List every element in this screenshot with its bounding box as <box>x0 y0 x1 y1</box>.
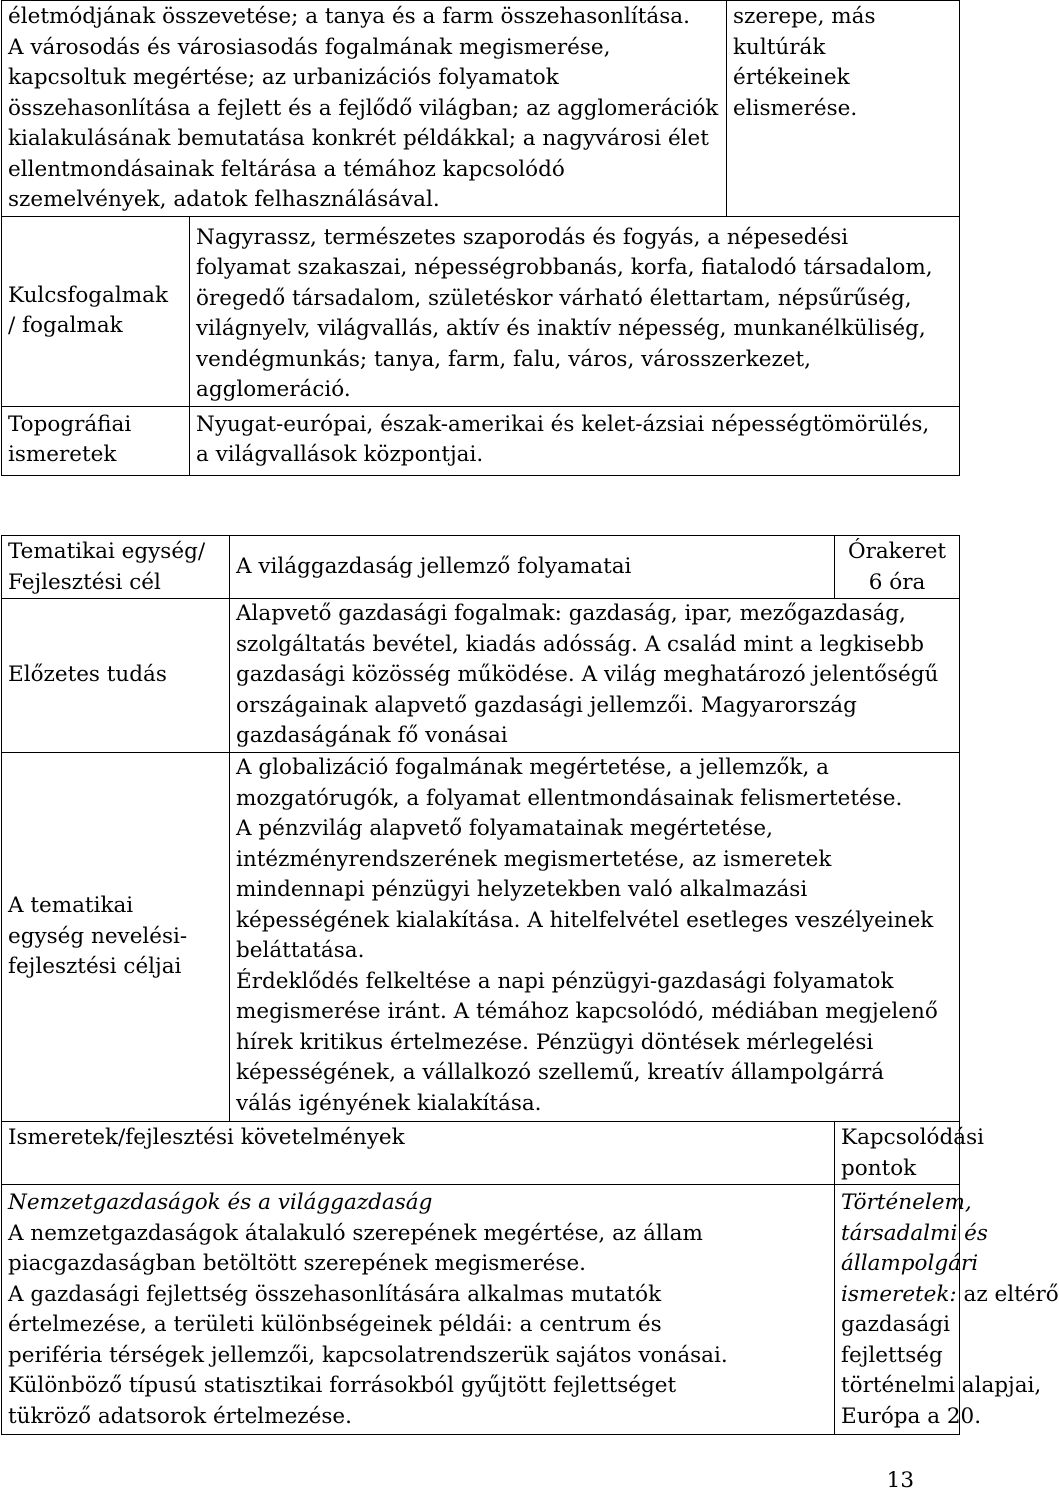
text-line: szemelvények, adatok felhasználásával. <box>8 187 440 212</box>
text-line: Nagyrassz, természetes szaporodás és fogyás, a népesedési <box>196 224 849 250</box>
text-line: A városodás és városiasodás fogalmának megismerése, <box>8 34 611 60</box>
text-line: intézményrendszerének megismertetése, az ismeretek <box>236 846 832 872</box>
text-line: kultúrák <box>733 34 826 60</box>
goals-label-cell <box>2 753 230 1122</box>
text-line: válás igényének kialakítása. <box>236 1090 542 1116</box>
text-line: periféria térségek jellemzői, kapcsolatrendszerük sajátos vonásai. <box>8 1342 728 1368</box>
text-line: szolgáltatás bevétel, kiadás adósság. A család mint a legkisebb <box>236 631 925 657</box>
requirements-header: Ismeretek/fejlesztési követelmények <box>8 1125 405 1150</box>
goals-label: fejlesztési céljai <box>8 954 182 980</box>
prior-knowledge-label: Előzetes tudás <box>8 662 167 688</box>
keywords-cell <box>190 216 960 406</box>
text-line: elismerése. <box>733 95 858 121</box>
goals-label: A tematikai <box>8 893 134 919</box>
page-number: 13 <box>886 1468 914 1493</box>
topography-cell <box>190 406 960 475</box>
topography-label-cell <box>2 406 190 475</box>
requirements-subtitle: Nemzetgazdaságok és a világgazdaság <box>8 1190 433 1215</box>
hours-value: 6 óra <box>868 569 926 595</box>
keywords-label: / fogalmak <box>8 313 123 338</box>
text-line: vendégmunkás; tanya, farm, falu, város, városszerkezet, <box>196 346 811 372</box>
text-line: A pénzvilág alapvető folyamatainak megértetése, <box>236 816 773 841</box>
unit-title-cell <box>230 536 835 599</box>
unit-label: Fejlesztési cél <box>8 569 161 595</box>
text-line: folyamat szakaszai, népességrobbanás, korfa, fiatalodó társadalom, <box>196 255 933 280</box>
text-line: öregedő társadalom, születéskor várható élettartam, népsűrűség, <box>196 285 912 311</box>
text-line <box>841 1280 1059 1311</box>
unit-label: Tematikai egység/ <box>8 539 206 564</box>
text-line: összehasonlítása a fejlett és a fejlődő világban; az agglomerációk <box>8 95 719 121</box>
text-line: a világvallások központjai. <box>196 442 484 467</box>
culture-text-cell <box>727 1 960 217</box>
text-line: állampolgári <box>841 1251 979 1276</box>
hours-cell <box>835 536 960 599</box>
subject-name: ismeretek: <box>841 1281 957 1307</box>
links-header: pontok <box>841 1155 917 1181</box>
text-line: mindennapi pénzügyi helyzetekben való alkalmazási <box>236 877 808 902</box>
text-line: Különböző típusú statisztikai forrásokból gyűjtött fejlettséget <box>8 1373 677 1398</box>
text-fragment: az eltérő <box>956 1281 1059 1307</box>
text-line: gazdasági közösség működése. A világ meghatározó jelentőségű <box>236 662 939 687</box>
text-line: A gazdasági fejlettség összehasonlítására alkalmas mutatók <box>8 1281 662 1307</box>
text-line: világnyelv, világvallás, aktív és inaktív népesség, munkanélküliség, <box>196 316 926 341</box>
text-line: kapcsoltuk megértése; az urbanizációs folyamatok <box>8 65 559 90</box>
hours-label: Órakeret <box>847 539 947 564</box>
text-line: képességének kialakítása. A hitelfelvétel esetleges veszélyeinek <box>236 907 934 933</box>
topography-label: ismeretek <box>8 442 117 467</box>
goals-label: egység nevelési- <box>8 923 188 949</box>
prior-knowledge-label-cell <box>2 599 230 753</box>
topic-table-1 <box>1 0 960 476</box>
text-line: Alapvető gazdasági fogalmak: gazdaság, ipar, mezőgazdaság, <box>236 601 906 626</box>
text-line: ellentmondásainak feltárása a témához kapcsolódó <box>8 156 565 182</box>
text-line: mozgatórugók, a folyamat ellentmondásainak felismertetése. <box>236 785 903 811</box>
topography-label: Topográfiai <box>8 411 132 437</box>
text-line: tükröző adatsorok értelmezése. <box>8 1403 352 1429</box>
requirements-header-cell <box>2 1122 835 1185</box>
links-header-cell <box>835 1122 984 1185</box>
unit-label-cell <box>2 536 230 599</box>
text-line: életmódjának összevetése; a tanya és a farm összehasonlítása. <box>8 4 690 29</box>
text-line: hírek kritikus értelmezése. Pénzügyi döntések mérlegelési <box>236 1029 874 1055</box>
text-line: Európa a 20. <box>841 1403 982 1429</box>
text-line: megismerése iránt. A témához kapcsolódó, médiában megjelenő <box>236 999 938 1024</box>
text-line: gazdaságának fő vonásai <box>236 723 508 748</box>
keywords-label: Kulcsfogalmak <box>8 282 168 308</box>
text-line: kialakulásának bemutatása konkrét példákkal; a nagyvárosi élet <box>8 126 709 151</box>
text-line: képességének, a vállalkozó szellemű, kreatív állampolgárrá <box>236 1060 885 1085</box>
text-line: fejlettség <box>841 1342 943 1368</box>
text-line: szerepe, más <box>733 4 876 29</box>
urbanization-text-cell <box>2 1 727 217</box>
text-line: beláttatása. <box>236 938 365 963</box>
text-line: Történelem, <box>841 1190 972 1215</box>
unit-title: A világgazdaság jellemző folyamatai <box>236 553 632 579</box>
requirements-cell <box>2 1185 835 1435</box>
text-line: országainak alapvető gazdasági jellemzői. Magyarország <box>236 692 857 718</box>
text-line: Nyugat-európai, észak-amerikai és kelet-ázsiai népességtömörülés, <box>196 411 930 437</box>
keywords-label-cell <box>2 216 190 406</box>
text-line: piacgazdaságban betöltött szerepének megismerése. <box>8 1251 587 1276</box>
prior-knowledge-cell <box>230 599 960 753</box>
text-line: értékeinek <box>733 65 850 90</box>
text-line: agglomeráció. <box>196 377 351 402</box>
goals-cell <box>230 753 960 1122</box>
text-line: Érdeklődés felkeltése a napi pénzügyi-gazdasági folyamatok <box>236 968 894 994</box>
text-line: A nemzetgazdaságok átalakuló szerepének megértése, az állam <box>8 1220 703 1246</box>
text-line: értelmezése, a területi különbségeinek példái: a centrum és <box>8 1312 662 1337</box>
links-cell <box>835 1185 1059 1435</box>
topic-table-2 <box>1 535 1059 1435</box>
text-line: A globalizáció fogalmának megértetése, a jellemzők, a <box>236 755 829 780</box>
text-line: gazdasági <box>841 1312 950 1337</box>
links-header: Kapcsolódási <box>841 1125 984 1150</box>
text-line: történelmi alapjai, <box>841 1373 1042 1398</box>
text-line: társadalmi és <box>841 1220 988 1246</box>
